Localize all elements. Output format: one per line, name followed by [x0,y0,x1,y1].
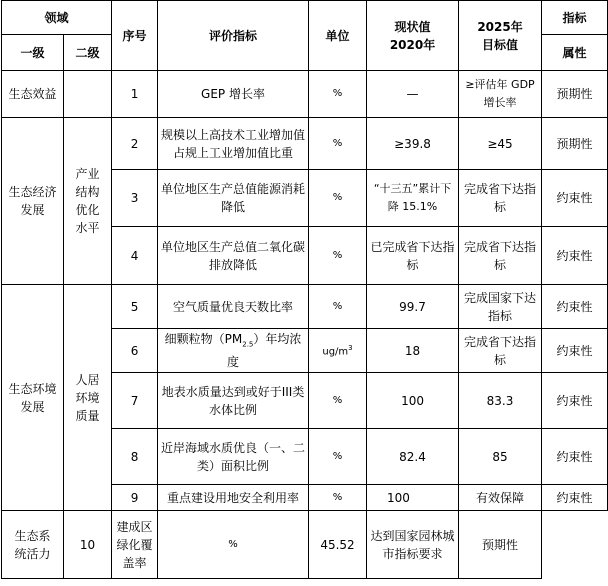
row-indicator: 规模以上高技术工业增加值占规上工业增加值比重 [158,118,309,170]
header-domain: 领域 [2,1,112,35]
header-level2: 二级 [64,35,112,71]
header-row-1 [2,1,608,35]
row-unit: % [309,373,367,429]
row-indicator [158,329,309,373]
row-current: 99.7 [367,285,459,329]
row-target: 达到国家园林城市指标要求 [367,511,459,579]
row-indicator: 地表水质量达到或好于III类水体比例 [158,373,309,429]
row-attr: 约束性 [542,373,608,429]
row-unit: % [158,511,309,579]
row-seq: 8 [112,429,158,485]
group-eco-system: 生态系统活力 [2,511,64,579]
group-eco-env: 生态环境发展 [2,285,64,511]
header-indicator: 评价指标 [158,1,309,71]
row-attr: 预期性 [542,71,608,118]
row-target: 完成省下达指标 [459,329,542,373]
row-unit: % [309,429,367,485]
row-unit: % [309,118,367,170]
indicator-sub: 2.5 [242,340,254,349]
header-seq: 序号 [112,1,158,71]
row-attr: 约束性 [542,429,608,485]
indicator-post: ）年均浓度 [227,331,302,370]
row-target: 完成省下达指标 [459,227,542,285]
row-attr: 预期性 [542,118,608,170]
row-indicator: 近岸海域水质优良（一、二类）面积比例 [158,429,309,485]
group-eco-economy: 生态经济发展 [2,118,64,285]
table-row [2,71,608,118]
row-seq: 5 [112,285,158,329]
group-eco-benefit: 生态效益 [2,71,64,118]
header-current: 现状值2020年 [367,1,459,71]
row-target: ≥45 [459,118,542,170]
row-target: ≥评估年 GDP增长率 [459,71,542,118]
row-current: ≥39.8 [367,118,459,170]
row-unit [309,329,367,373]
header-target: 2025年目标值 [459,1,542,71]
group-industry: 产业结构优化水平 [64,118,112,285]
row-current: 100 [367,485,459,511]
row-target: 83.3 [459,373,542,429]
row-indicator: 单位地区生产总值二氧化碳排放降低 [158,227,309,285]
row-current: 18 [367,329,459,373]
row-attr: 约束性 [542,227,608,285]
header-attr-bottom: 属性 [542,35,608,71]
header-level1: 一级 [2,35,64,71]
row-seq: 4 [112,227,158,285]
row-attr: 约束性 [542,285,608,329]
row-current: 已完成省下达指标 [367,227,459,285]
row-indicator: 空气质量优良天数比率 [158,285,309,329]
indicator-table [1,0,608,579]
row-current: 82.4 [367,429,459,485]
row-indicator: GEP 增长率 [158,71,309,118]
row-indicator: 建成区绿化覆盖率 [112,511,158,579]
row-seq: 2 [112,118,158,170]
row-indicator: 单位地区生产总值能源消耗降低 [158,170,309,227]
row-current: — [367,71,459,118]
row-unit: % [309,71,367,118]
header-unit: 单位 [309,1,367,71]
row-unit: % [309,485,367,511]
row-attr: 预期性 [459,511,542,579]
unit-sup: 3 [348,344,353,353]
indicator-pre: 细颗粒物（PM [164,331,243,346]
empty-cell [64,71,112,118]
row-seq: 9 [112,485,158,511]
row-target: 完成国家下达指标 [459,285,542,329]
header-attr-top: 指标 [542,1,608,35]
row-current: 100 [367,373,459,429]
row-unit: % [309,285,367,329]
row-seq: 1 [112,71,158,118]
row-seq: 3 [112,170,158,227]
row-unit: % [309,170,367,227]
table-row [2,285,608,329]
group-living-env: 人居环境质量 [64,285,112,511]
row-target: 有效保障 [459,485,542,511]
row-attr: 约束性 [542,170,608,227]
row-seq: 6 [112,329,158,373]
row-attr: 约束性 [542,485,608,511]
row-seq: 7 [112,373,158,429]
row-target: 完成省下达指标 [459,170,542,227]
row-attr: 约束性 [542,329,608,373]
row-unit: % [309,227,367,285]
row-indicator: 重点建设用地安全利用率 [158,485,309,511]
table-row [2,118,608,170]
row-current: 45.52 [309,511,367,579]
row-current: “十三五”累计下降 15.1% [367,170,459,227]
table-row [2,511,608,579]
row-target: 85 [459,429,542,485]
unit-pre: ug/m [322,346,349,358]
row-seq: 10 [64,511,112,579]
